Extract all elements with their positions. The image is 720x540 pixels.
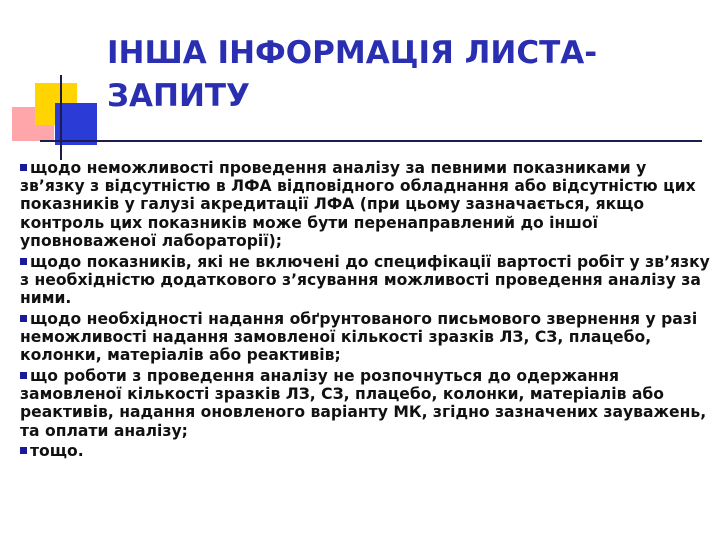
square-bullet-icon <box>20 258 27 265</box>
bullet-list <box>20 159 710 463</box>
list-item-text: щодо необхідності надання обґрунтованого письмового звернення у разі неможливості надання замовленої кількості зразків ЛЗ, СЗ, плацебо, колонки, матеріалів або реактивів; <box>20 309 698 365</box>
list-item-text: щодо неможливості проведення аналізу за певними показниками у зв’язку з відсутністю в ЛФА відповідного обладнання або відсутністю цих показників у галузі акредитації ЛФА (при цьому зазначається, якщо контроль цих показників може бути перенаправлений до іншої уповноваженої лабораторії); <box>20 159 696 250</box>
list-item <box>20 253 710 308</box>
list-item <box>20 442 710 460</box>
list-item <box>20 159 710 250</box>
decorative-vertical-line <box>60 75 62 160</box>
slide-title: ІНША ІНФОРМАЦІЯ ЛИСТА-ЗАПИТУ <box>107 35 598 114</box>
square-bullet-icon <box>20 164 27 171</box>
square-bullet-icon <box>20 315 27 322</box>
square-bullet-icon <box>20 372 27 379</box>
list-item-text: тощо. <box>30 442 84 461</box>
list-item-text: щодо показників, які не включені до специфікації вартості робіт у зв’язку з необхідністю додаткового з’ясування можливості проведення аналізу за ними. <box>20 252 710 308</box>
list-item-text: що роботи з проведення аналізу не розпочнуться до одержання замовленої кількості зразків ЛЗ, СЗ, плацебо, колонки, матеріалів або реактивів, надання оновленого варіанту МК, згідно зазначених зауважень, та оплати аналізу; <box>20 367 707 440</box>
title-underline <box>40 140 702 142</box>
square-bullet-icon <box>20 447 27 454</box>
list-item <box>20 310 710 365</box>
list-item <box>20 367 710 440</box>
